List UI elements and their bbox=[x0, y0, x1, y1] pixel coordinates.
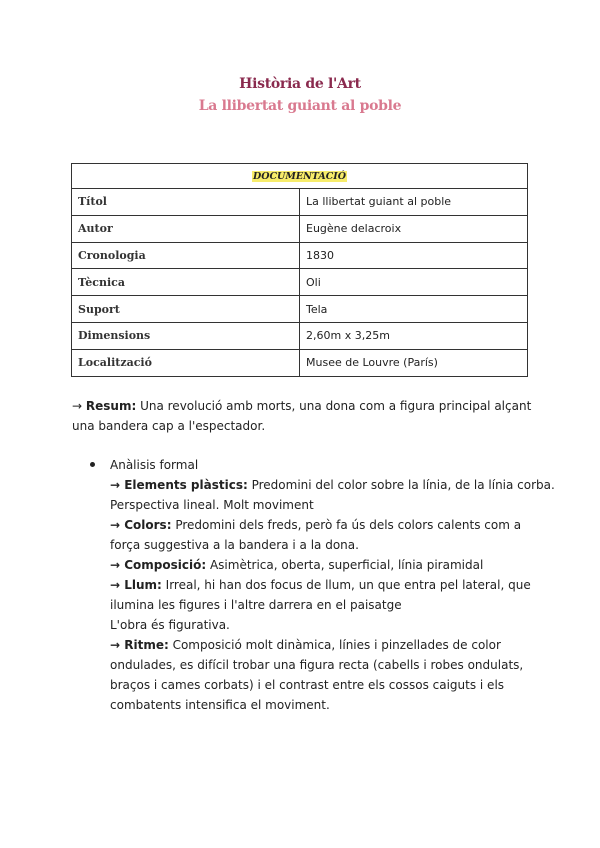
analysis-heading: Anàlisis formal bbox=[110, 458, 199, 472]
resum-text-1: Una revolució amb morts, una dona com a figura principal alçant bbox=[136, 399, 532, 413]
table-heading-row bbox=[72, 164, 528, 189]
llum-line-3: L'obra és figurativa. bbox=[110, 618, 230, 632]
elements-text-1: Predomini del color sobre la línia, de la línia corba. bbox=[247, 478, 555, 492]
analysis-list bbox=[90, 455, 555, 715]
row-value-tecnica: Oli bbox=[300, 269, 528, 296]
ritme-line-3: braços i cames corbats) i el contrast entre els cossos caiguts i els bbox=[110, 678, 505, 692]
table-row bbox=[72, 242, 528, 269]
row-label-autor: Autor bbox=[72, 215, 300, 242]
ritme-line-2: ondulades, es difícil trobar una figura recta (cabells i robes ondulats, bbox=[110, 658, 524, 672]
row-label-tecnica: Tècnica bbox=[72, 269, 300, 296]
row-value-cronologia: 1830 bbox=[300, 242, 528, 269]
resum-paragraph bbox=[72, 396, 530, 436]
colors-text-1: Predomini dels freds, però fa ús dels colors calents com a bbox=[171, 518, 522, 532]
llum-label: → Llum: bbox=[110, 578, 162, 592]
resum-line-2: una bandera cap a l'espectador. bbox=[72, 419, 266, 433]
documentation-table bbox=[71, 163, 528, 377]
ritme-text-1: Composició molt dinàmica, línies i pinzellades de color bbox=[168, 638, 501, 652]
table-row bbox=[72, 296, 528, 323]
list-item bbox=[110, 455, 555, 715]
row-value-titol: La llibertat guiant al poble bbox=[300, 189, 528, 216]
ritme-label: → Ritme: bbox=[110, 638, 169, 652]
ritme-line-1 bbox=[110, 635, 530, 655]
composicio-label: → Composició: bbox=[110, 558, 207, 572]
llum-text-1: Irreal, hi han dos focus de llum, un que entra pel lateral, que bbox=[161, 578, 531, 592]
row-label-dimensions: Dimensions bbox=[72, 322, 300, 349]
table-row bbox=[72, 349, 528, 376]
table-row bbox=[72, 215, 528, 242]
elements-label: → Elements plàstics: bbox=[110, 478, 248, 492]
row-value-localitzacio: Musee de Louvre (París) bbox=[300, 349, 528, 376]
resum-arrow: → bbox=[72, 399, 83, 413]
title-block bbox=[0, 74, 600, 116]
resum-line-1 bbox=[72, 396, 530, 416]
llum-line-1 bbox=[110, 575, 530, 595]
table-row bbox=[72, 322, 528, 349]
row-value-autor: Eugène delacroix bbox=[300, 215, 528, 242]
row-label-cronologia: Cronologia bbox=[72, 242, 300, 269]
elements-line-2: Perspectiva lineal. Molt moviment bbox=[110, 498, 314, 512]
page-title: Història de l'Art bbox=[239, 76, 361, 92]
resum-label: Resum: bbox=[85, 399, 137, 413]
page-subtitle: La llibertat guiant al poble bbox=[198, 98, 402, 114]
table-row bbox=[72, 269, 528, 296]
row-value-dimensions: 2,60m x 3,25m bbox=[300, 322, 528, 349]
llum-line-2: ilumina les figures i l'altre darrera en el paisatge bbox=[110, 598, 402, 612]
elements-line-1 bbox=[110, 475, 555, 495]
bullet-icon bbox=[90, 462, 95, 467]
colors-line-1 bbox=[110, 515, 530, 535]
row-label-titol: Títol bbox=[72, 189, 300, 216]
row-label-localitzacio: Localització bbox=[72, 349, 300, 376]
table-heading-text: DOCUMENTACIÓ bbox=[252, 170, 346, 182]
colors-line-2: força suggestiva a la bandera i a la dona. bbox=[110, 538, 359, 552]
colors-label: → Colors: bbox=[110, 518, 172, 532]
composicio-text-1: Asimètrica, oberta, superficial, línia piramidal bbox=[206, 558, 484, 572]
row-value-suport: Tela bbox=[300, 296, 528, 323]
table-row bbox=[72, 189, 528, 216]
ritme-line-4: combatents intensifica el moviment. bbox=[110, 698, 330, 712]
composicio-line-1 bbox=[110, 555, 530, 575]
row-label-suport: Suport bbox=[72, 296, 300, 323]
table-heading bbox=[72, 164, 528, 189]
